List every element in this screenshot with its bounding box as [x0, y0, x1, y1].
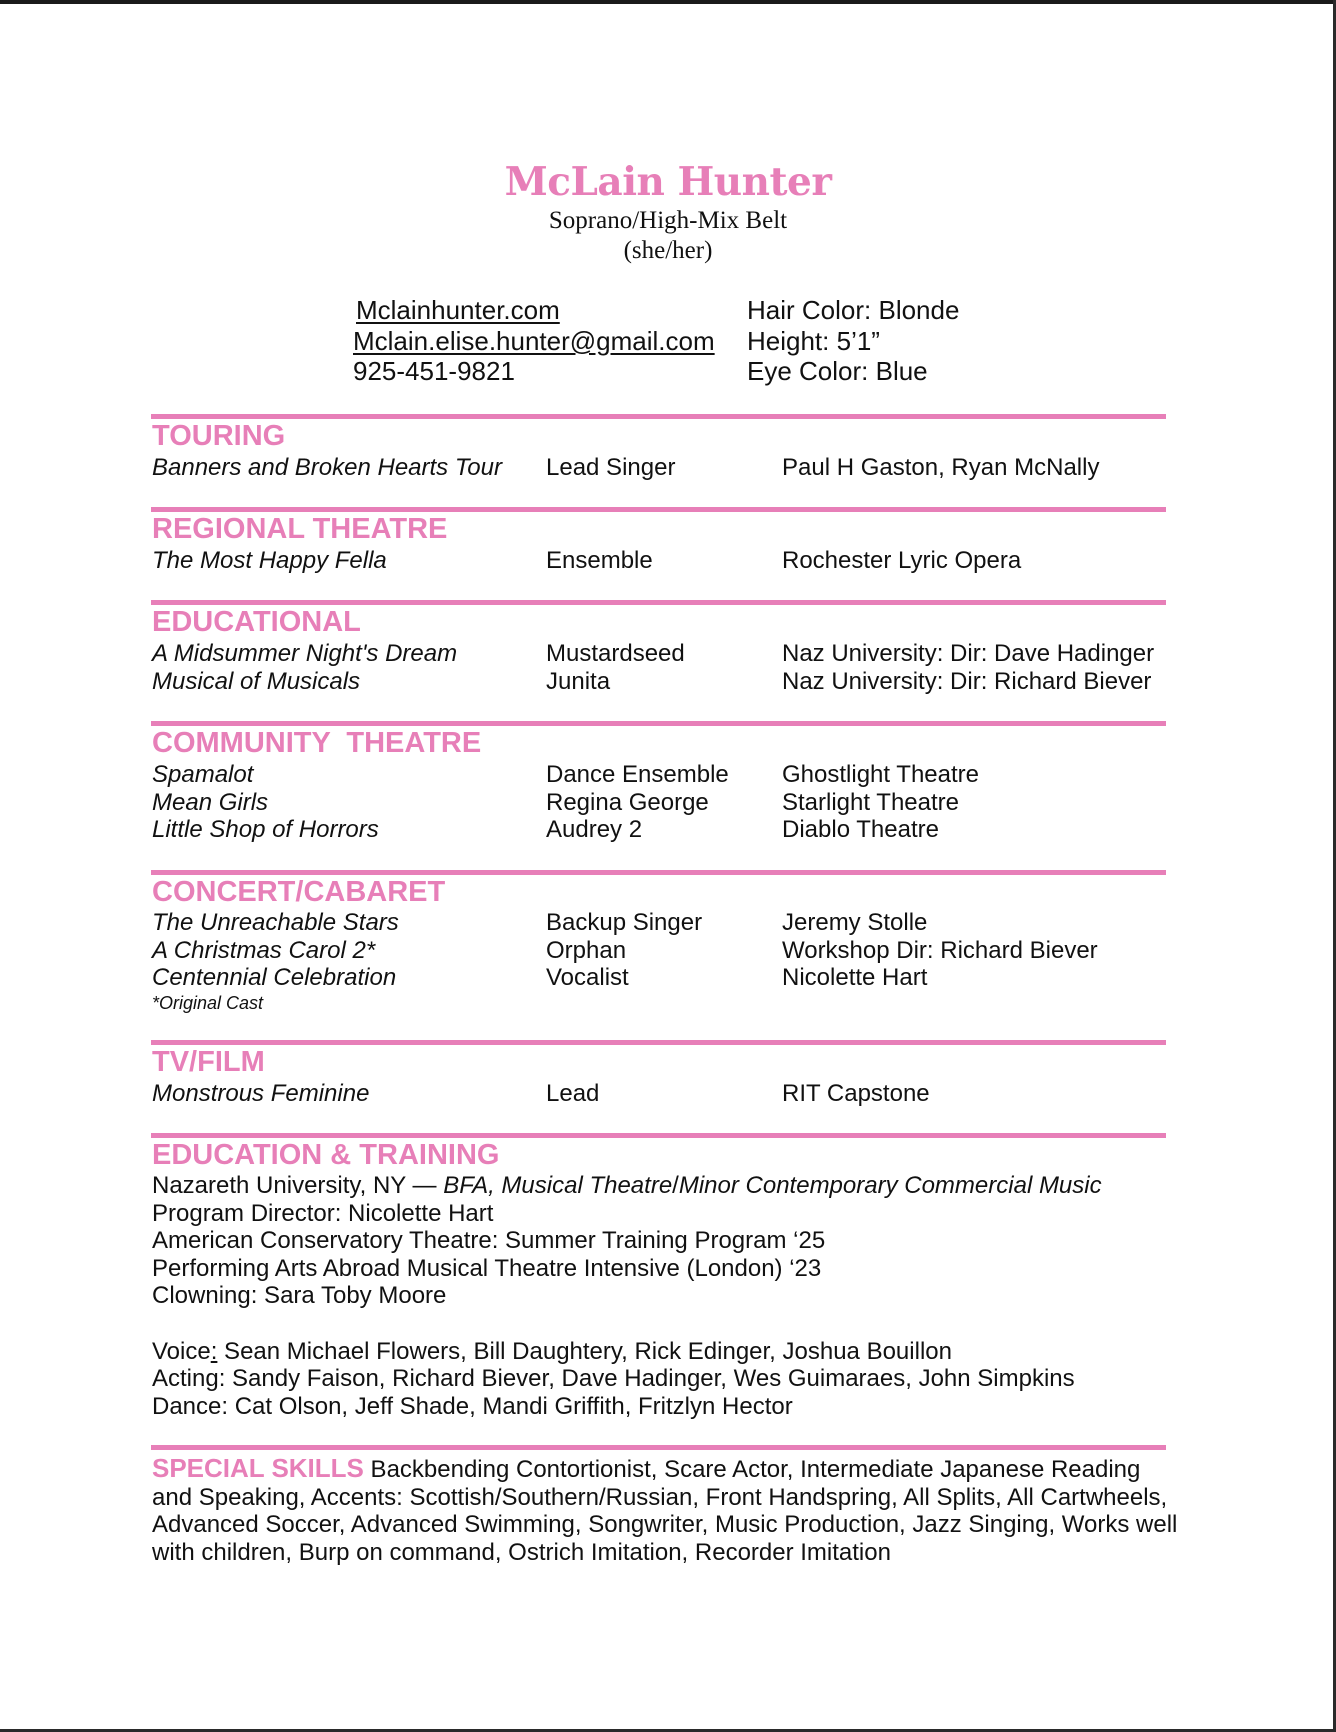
credit-line: Starlight Theatre [782, 788, 959, 816]
credit-line: Musical of Musicals [152, 667, 361, 695]
education-details [152, 1172, 1192, 1420]
original-cast-note: *Original Cast [152, 993, 264, 1013]
section-divider [151, 870, 1166, 875]
credit-line: Workshop Dir: Richard Biever [782, 936, 1098, 964]
section-title-concert: CONCERT/CABARET [152, 876, 446, 908]
section-divider [151, 507, 1166, 512]
credit-line: Backup Singer [546, 909, 703, 936]
credit-line: Nicolette Hart [782, 964, 928, 991]
credit-roles [546, 909, 702, 992]
credit-line: Naz University: Dir: Dave Hadinger [782, 640, 1155, 667]
credit-line: Junita [546, 667, 611, 695]
credit-titles [152, 909, 399, 992]
credit-line: Ghostlight Theatre [782, 761, 980, 788]
credit-titles [152, 640, 457, 695]
section-divider [151, 721, 1166, 726]
credit-line: Rochester Lyric Opera [782, 547, 1022, 574]
credit-line: RIT Capstone [782, 1080, 930, 1107]
credit-line: Paul H Gaston, Ryan McNally [782, 454, 1100, 481]
contact-info [353, 295, 715, 387]
credit-roles [546, 761, 729, 844]
credit-line: A Midsummer Night's Dream [152, 640, 458, 667]
resume-header [0, 158, 1336, 266]
section-title-education: EDUCATION & TRAINING [152, 1139, 500, 1171]
hair-color: Hair Color: Blonde [747, 295, 960, 325]
degree-major: BFA, Musical Theatre [443, 1172, 673, 1199]
credit-line: A Christmas Carol 2* [152, 936, 376, 964]
credit-line: Spamalot [152, 761, 254, 788]
credit-orgs [782, 761, 979, 844]
section-title-regional: REGIONAL THEATRE [152, 513, 448, 545]
credit-line: Regina George [546, 788, 709, 816]
credit-line: The Unreachable Stars [152, 909, 399, 936]
credit-orgs [782, 640, 1154, 695]
voice-teachers: Voice: Sean Michael Flowers, Bill Daughtery, Rick Edinger, Joshua Bouillon [152, 1337, 952, 1365]
credit-line: Naz University: Dir: Richard Biever [782, 667, 1152, 695]
credit-line: Orphan [546, 936, 627, 964]
physical-stats [747, 295, 959, 387]
special-skills [152, 1455, 1182, 1566]
credit-line: Centennial Celebration [152, 964, 397, 991]
performer-name: McLain Hunter [504, 159, 832, 205]
section-title-skills: SPECIAL SKILLS [152, 1453, 364, 1483]
school-name: Nazareth University, NY — [152, 1172, 444, 1199]
section-divider [151, 1445, 1166, 1450]
pronouns: (she/her) [623, 237, 713, 264]
credit-line: Ensemble [546, 547, 653, 574]
credit-line: Vocalist [546, 964, 629, 991]
dance-teachers: Dance: Cat Olson, Jeff Shade, Mandi Griffith, Fritzlyn Hector [152, 1392, 793, 1420]
voice-type: Soprano/High-Mix Belt [548, 207, 788, 234]
section-divider [151, 600, 1166, 605]
credit-line: Little Shop of Horrors [152, 816, 379, 843]
credit-line: Diablo Theatre [782, 816, 939, 843]
credit-roles [546, 640, 685, 695]
section-title-community: COMMUNITY THEATRE [152, 727, 482, 759]
credit-titles [152, 454, 502, 482]
phone-number: 925-451-9821 [353, 356, 515, 386]
acting-teachers: Acting: Sandy Faison, Richard Biever, Dave Hadinger, Wes Guimaraes, John Simpkins [152, 1365, 1075, 1393]
credit-line: Monstrous Feminine [152, 1080, 370, 1107]
credit-orgs [782, 547, 1021, 575]
credit-line: Banners and Broken Hearts Tour [152, 454, 502, 481]
credit-line: Lead Singer [546, 454, 676, 481]
credit-orgs [782, 454, 1099, 482]
training-line: Clowning: Sara Toby Moore [152, 1282, 447, 1310]
training-line: American Conservatory Theatre: Summer Training Program ‘25 [152, 1227, 826, 1255]
degree-separator: / [672, 1172, 679, 1199]
credit-line: Lead [546, 1080, 600, 1107]
height: Height: 5’1” [747, 325, 880, 356]
credit-roles [546, 1080, 599, 1108]
website-link[interactable]: Mclainhunter.com [356, 295, 560, 325]
section-divider [151, 414, 1166, 419]
skills-list: Backbending Contortionist, Scare Actor, Intermediate Japanese Reading and Speaking, Accents: Scottish/Southern/Russian, Front Handspring, All Splits, All Cartwheels, Advanced Soccer, Advanced Swimming, Songwriter, Music Production, Jazz Singing, Works well with children, Burp on command, Ostrich Imitation, Recorder Imitation [152, 1456, 1178, 1566]
credit-titles [152, 547, 387, 575]
credit-roles [546, 547, 653, 575]
section-title-touring: TOURING [152, 420, 286, 452]
credit-line: Mean Girls [152, 788, 269, 816]
credit-line: The Most Happy Fella [152, 547, 387, 574]
credit-line: Dance Ensemble [546, 761, 729, 788]
degree-minor: Minor Contemporary Commercial Music [678, 1172, 1102, 1199]
section-title-tvfilm: TV/FILM [152, 1046, 265, 1078]
training-line: Program Director: Nicolette Hart [152, 1199, 494, 1227]
email-link[interactable]: Mclain.elise.hunter@gmail.com [353, 325, 715, 356]
credit-roles [546, 454, 675, 482]
credit-titles [152, 761, 379, 844]
credit-titles [152, 1080, 369, 1108]
training-line: Performing Arts Abroad Musical Theatre Intensive (London) ‘23 [152, 1254, 822, 1282]
credit-line: Audrey 2 [546, 816, 643, 843]
section-divider [151, 1040, 1166, 1045]
credit-orgs [782, 1080, 930, 1108]
credit-line: Mustardseed [546, 640, 685, 667]
section-title-educational: EDUCATIONAL [152, 606, 361, 638]
section-divider [151, 1133, 1166, 1138]
credit-orgs [782, 909, 1098, 992]
credit-line: Jeremy Stolle [782, 909, 928, 936]
degree-line [152, 1172, 1192, 1200]
eye-color: Eye Color: Blue [747, 356, 928, 386]
